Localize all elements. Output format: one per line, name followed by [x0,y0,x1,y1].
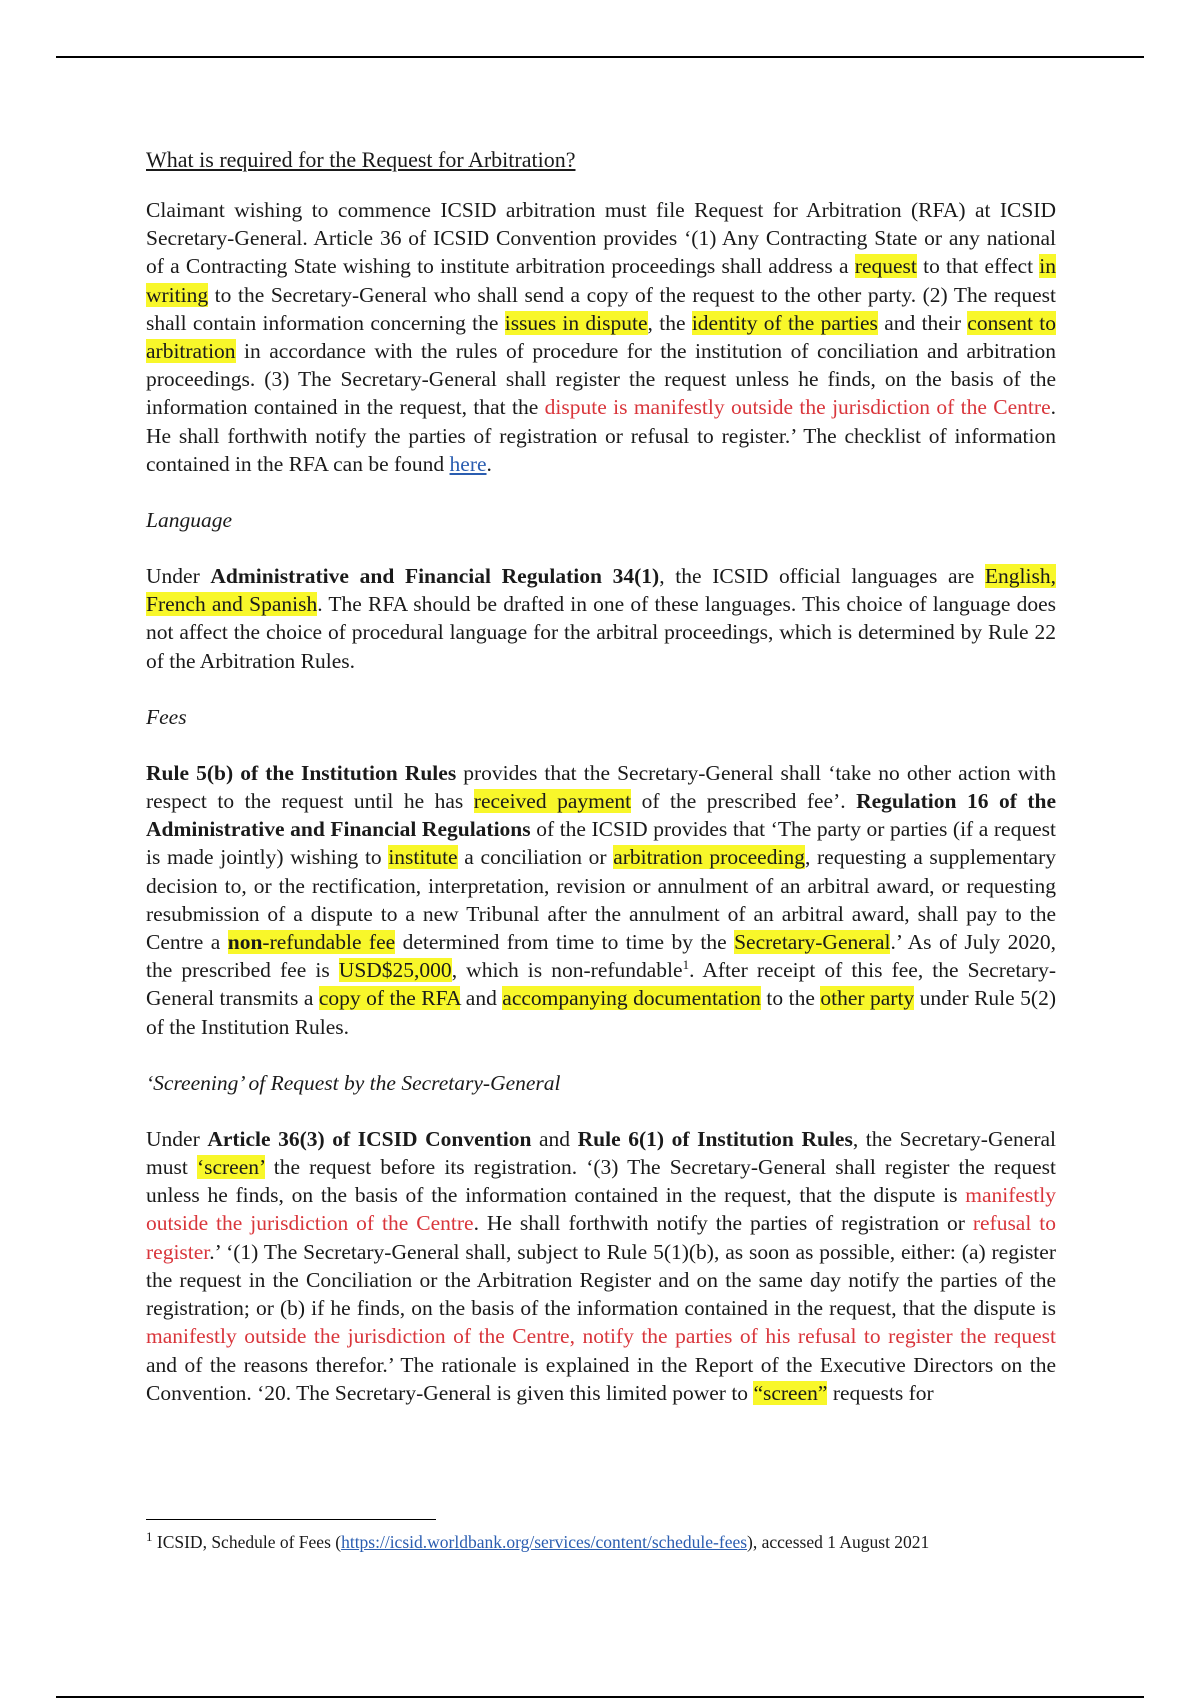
footnote-number: 1 [146,1529,153,1545]
highlight: institute [388,845,458,870]
red-text: dispute is manifestly outside the jurisdiction of the Centre [544,395,1051,420]
footnote: $^1$ ICSID, Schedule of Fees (https://icsid.worldbank.org/services/content/schedule-fees), accessed 1 August 2021 [146,1529,930,1552]
section-heading-fees: Fees [146,704,187,729]
highlight: arbitration proceeding [613,845,805,870]
highlight: request [854,254,917,279]
red-text: refusal to register [146,1211,1056,1264]
highlight: other party [820,986,915,1011]
highlight: ‘screen’ [196,1155,265,1180]
highlight: in writing [146,254,1056,307]
page-title: What is required for the Request for Arbitration? [146,147,576,172]
paragraph-rfa: Claimant wishing to commence ICSID arbitration must file Request for Arbitration (RFA) at ICSID Secretary-General. Article 36 of ICSID Convention provides ‘(1) Any Contracting State or any national of a Contracting State wishing to institute arbitration proceedings shall address a request to that effect in writing to the Secretary-General who shall send a copy of the request to the other party. (2) The request shall contain information concerning the issues in dispute, the identity of the parties and their consent to arbitration in accordance with the rules of procedure for the institution of conciliation and arbitration proceedings. (3) The Secretary-General shall register the request unless he finds, on the basis of the information contained in the request, that the dispute is manifestly outside the jurisdiction of the Centre. He shall forthwith notify the parties of registration or refusal to register.’ The checklist of information contained in the RFA can be found here. [146,198,1057,476]
highlight: issues in dispute [504,310,648,335]
highlight: non-refundable fee [227,930,396,955]
red-text: manifestly outside the jurisdiction of the Centre [146,1183,1056,1236]
section-heading-language: Language [146,508,232,533]
header-rule [56,56,1144,58]
footnote-separator [146,1519,436,1520]
document-body [146,146,1056,1435]
highlight: accompanying documentation [502,986,761,1011]
highlight: Secretary-General [734,930,891,955]
footer-rule [56,1696,1144,1698]
footnote-ref[interactable]: 1 [682,957,690,973]
highlight: USD$25,000 [338,958,452,983]
highlight: “screen” [753,1380,828,1405]
section-heading-screening: ‘Screening’ of Request by the Secretary-General [146,1070,561,1095]
paragraph-fees: Rule 5(b) of the Institution Rules provides that the Secretary-General shall ‘take no other action with respect to the request until he has received payment of the prescribed fee’. Regulation 16 of the Administrative and Financial Regulations of the ICSID provides that ‘The party or parties (if a request is made jointly) wishing to institute a conciliation or arbitration proceeding, requesting a supplementary decision to, or the rectification, interpretation, revision or annulment of an arbitral award, or requesting resubmission of a dispute to a new Tribunal after the annulment of an arbitral award, shall pay to the Centre a non-refundable fee determined from time to time by the Secretary-General.’ As of July 2020, the prescribed fee is USD$25,000, which is non-refundable$^1$. After receipt of this fee, the Secretary-General transmits a copy of the RFA and accompanying documentation to the other party under Rule 5(2) of the Institution Rules. [146,760,1057,1039]
checklist-link[interactable]: here [449,451,487,476]
highlight: copy of the RFA [318,986,461,1011]
paragraph-language: Under Administrative and Financial Regulation 34(1), the ICSID official languages are English, French and Spanish. The RFA should be drafted in one of these languages. This choice of language does not affect the choice of procedural language for the arbitral proceedings, which is determined by Rule 22 of the Arbitration Rules. [146,564,1056,673]
paragraph-screening: Under Article 36(3) of ICSID Convention and Rule 6(1) of Institution Rules, the Secretary-General must ‘screen’ the request before its registration. ‘(3) The Secretary-General shall register the request unless he finds, on the basis of the information contained in the request, that the dispute is manifestly outside the jurisdiction of the Centre. He shall forthwith notify the parties of registration or refusal to register.’ ‘(1) The Secretary-General shall, subject to Rule 5(1)(b), as soon as possible, either: (a) register the request in the Conciliation or the Arbitration Register and on the same day notify the parties of the registration; or (b) if he finds, on the basis of the information contained in the request, that the dispute is manifestly outside the jurisdiction of the Centre, notify the parties of his refusal to register the request and of the reasons therefor.’ The rationale is explained in the Report of the Executive Directors on the Convention. ‘20. The Secretary-General is given this limited power to “screen” requests for [146,1126,1057,1405]
schedule-of-fees-link[interactable]: https://icsid.worldbank.org/services/content/schedule-fees [341,1532,748,1552]
highlight: English, French and Spanish [146,564,1056,617]
highlight: identity of the parties [691,310,878,335]
red-text: manifestly outside the jurisdiction of the Centre, notify the parties of his refusal to register the request [146,1324,1056,1349]
highlight: consent to arbitration [146,310,1057,364]
highlight: received payment [473,789,632,814]
